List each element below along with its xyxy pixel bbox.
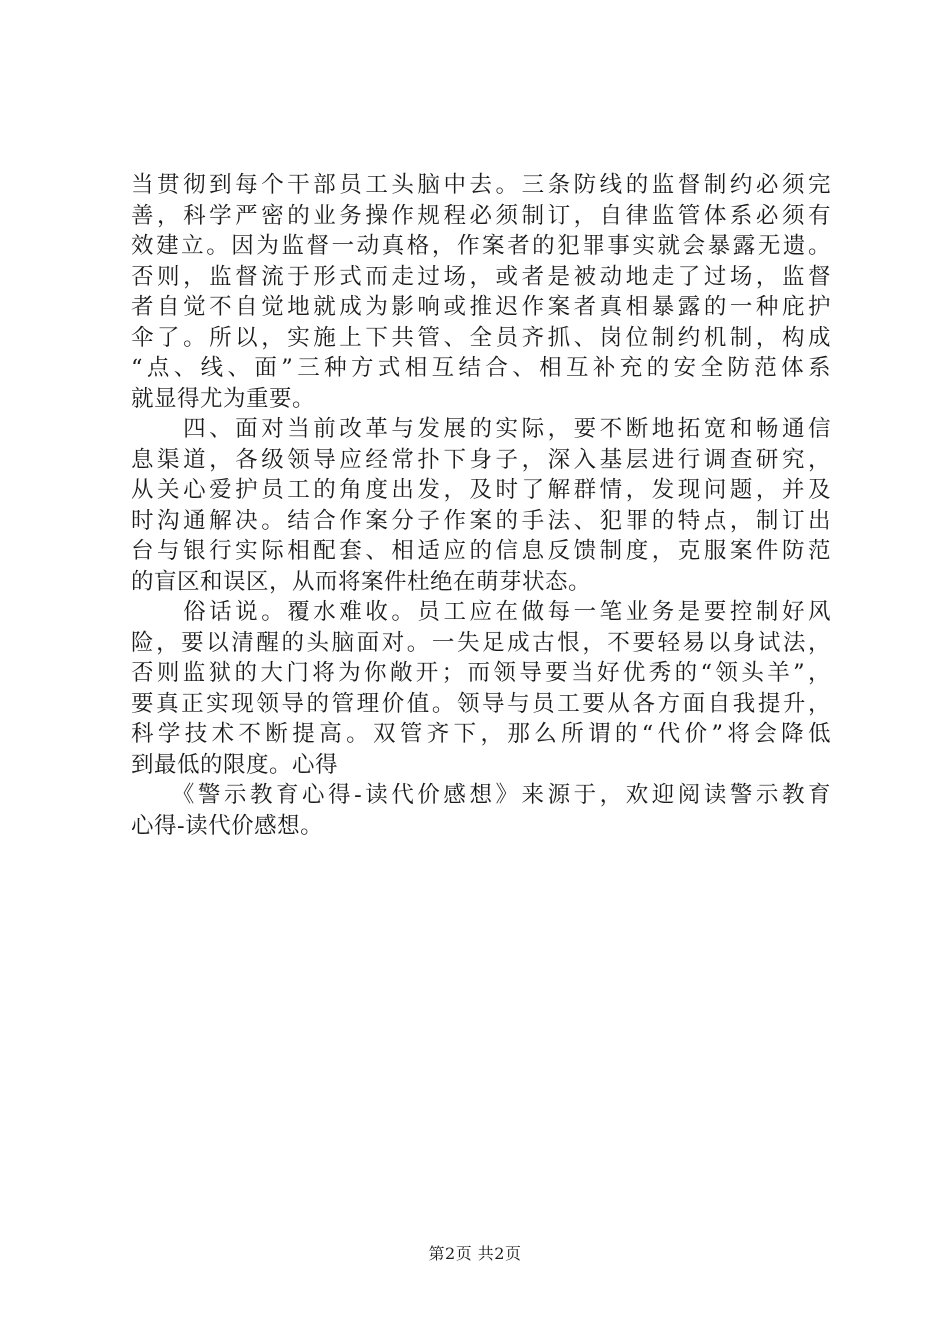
text-line: “点、线、面”三种方式相互结合、相互补充的安全防范体系 [131, 355, 831, 381]
text-line: 到最低的限度。心得 [131, 751, 339, 778]
text-line: 四、面对当前改革与发展的实际，要不断地拓宽和畅通信 [131, 416, 831, 442]
text-line: 的盲区和误区，从而将案件杜绝在萌芽状态。 [131, 568, 592, 595]
text-line: 俗话说。覆水难收。员工应在做每一笔业务是要控制好风 [131, 599, 831, 625]
text-line: 科学技术不断提高。双管齐下，那么所谓的“代价”将会降低 [131, 721, 831, 747]
text-line: 效建立。因为监督一动真格，作案者的犯罪事实就会暴露无遗。 [131, 233, 831, 259]
text-line: 善，科学严密的业务操作规程必须制订，自律监管体系必须有 [131, 202, 831, 229]
text-line: 者自觉不自觉地就成为影响或推迟作案者真相暴露的一种庇护 [131, 294, 831, 320]
text-line: 《警示教育心得-读代价感想》来源于，欢迎阅读警示教育 [131, 782, 831, 808]
text-line: 时沟通解决。结合作案分子作案的手法、犯罪的特点，制订出 [131, 507, 831, 534]
text-line: 否则监狱的大门将为你敞开；而领导要当好优秀的“领头羊”， [131, 660, 831, 686]
text-line: 险，要以清醒的头脑面对。一失足成古恨，不要轻易以身试法， [131, 629, 831, 656]
text-line: 要真正实现领导的管理价值。领导与员工要从各方面自我提升， [131, 690, 831, 717]
page-footer: 第2页 共2页 [428, 1244, 522, 1263]
text-line: 心得-读代价感想。 [131, 812, 324, 839]
text-line: 否则，监督流于形式而走过场，或者是被动地走了过场，监督 [131, 263, 831, 290]
text-line: 当贯彻到每个干部员工头脑中去。三条防线的监督制约必须完 [131, 172, 831, 198]
text-line: 从关心爱护员工的角度出发，及时了解群情，发现问题，并及 [131, 477, 831, 503]
text-line: 台与银行实际相配套、相适应的信息反馈制度，克服案件防范 [131, 538, 831, 564]
text-line: 息渠道，各级领导应经常扑下身子，深入基层进行调查研究， [131, 446, 831, 473]
body-text [131, 170, 831, 841]
text-line: 伞了。所以，实施上下共管、全员齐抓、岗位制约机制，构成 [131, 324, 831, 351]
text-line: 就显得尤为重要。 [131, 385, 316, 412]
